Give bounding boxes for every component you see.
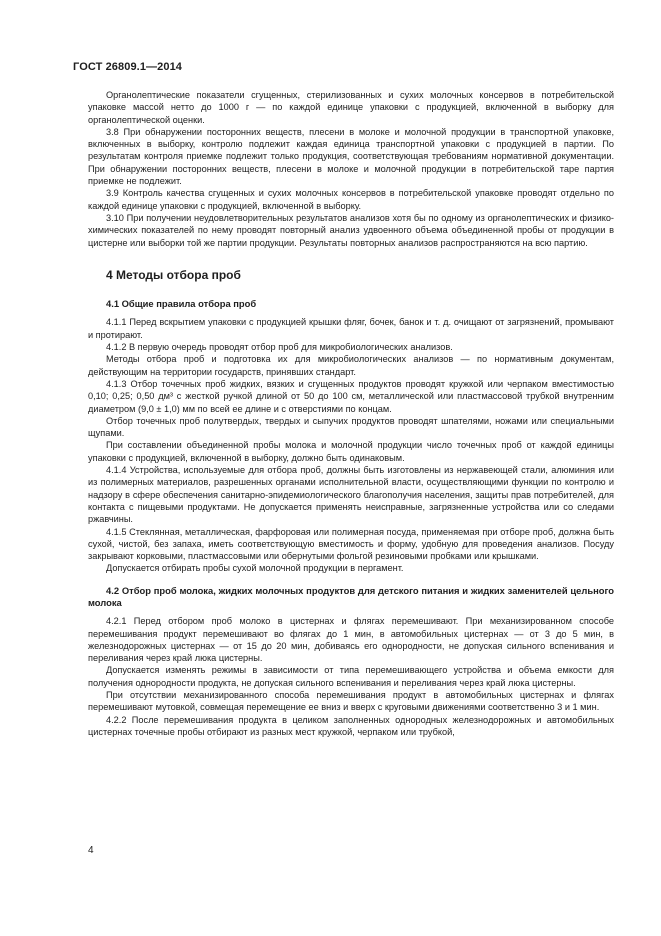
paragraph-4-1-2-methods: Методы отбора проб и подготовка их для микробиологических анализов — по нормативным документам, действующим на территории государств, принявших стандарт. [88,354,614,377]
paragraph-4-1-2: 4.1.2 В первую очередь проводят отбор проб для микробиологических анализов. [106,342,453,353]
page-number: 4 [88,845,94,856]
paragraph-intro-0: Органолептические показатели сгущенных, стерилизованных и сухих молочных консервов в потребительской упаковке массой нетто до 1000 г — по каждой единице упаковки с продукцией, включенной в выборку для органолептической оценки. [88,90,614,125]
subsection-4-2-heading: 4.2 Отбор проб молока, жидких молочных продуктов для детского питания и жидких заменителей цельного молока [88,584,614,608]
paragraph-3-10: 3.10 При получении неудовлетворительных результатов анализов хотя бы по одному из органолептических и физико-химических показателей по нему проводят повторный анализ удвоенного объема объединенной пробы от продукции в цистерне или выборки той же партии продукции. Результаты повторных анализов распространяются на всю партию. [88,212,614,248]
subsection-4-1-heading: 4.1 Общие правила отбора проб [106,298,257,310]
paragraph-4-1-5: 4.1.5 Стеклянная, металлическая, фарфоровая или полимерная посуда, применяемая при отборе проб, должна быть сухой, чистой, без запаха, иметь соответствующую вместимость и форму, удобную для проведения анализов. Посуду закрывают корковыми, пластмассовыми или обернутыми фольгой резиновыми пробками или крышками. [88,526,614,562]
section-4-heading: 4 Методы отбора проб [106,267,241,282]
paragraph-4-2-2: 4.2.2 После перемешивания продукта в целиком заполненных однородных железнодорожных и автомобильных цистернах точечные пробы отбирают из разных мест кружкой, черпаком или трубкой, [88,714,614,737]
paragraph-4-2-1: 4.2.1 Перед отбором проб молоко в цистернах и флягах перемешивают. При механизированном способе перемешивания продукт перемешивают во флягах до 1 мин, в автомобильных цистернах — от 3 до 5 мин, в железнодорожных цистернах — от 15 до 20 мин, добиваясь его однородности, не допуская сильного вспенивания и переливания через край люка цистерны. [88,616,614,664]
paragraph-4-1-1: 4.1.1 Перед вскрытием упаковки с продукцией крышки фляг, бочек, банок и т. д. очищают от загрязнений, промывают и протирают. [88,317,614,340]
paragraph-3-9: 3.9 Контроль качества сгущенных и сухих молочных консервов в потребительской упаковке проводят отдельно по каждой единице упаковки с продукцией, включенной в выборку. [88,188,614,211]
paragraph-4-1-5-parchment: Допускается отбирать пробы сухой молочной продукции в пергамент. [106,563,404,574]
page-content [88,89,614,738]
paragraph-4-2-1-manual: При отсутствии механизированного способа перемешивания продукт в автомобильных цистернах и флягах перемешивают мутовкой, совмещая перемещение ее вниз и вверх с круговыми движениями соответственно 3 и 1 мин. [88,690,614,713]
standard-header: ГОСТ 26809.1—2014 [73,61,183,73]
paragraph-4-2-1-modes: Допускается изменять режимы в зависимости от типа перемешивающего устройства и объема емкости для получения однородности продукта, не допуская сильного вспенивания и переливания через край люка цистерны. [88,665,614,688]
paragraph-3-8: 3.8 При обнаружении посторонних веществ, плесени в молоке и молочной продукции в транспортной упаковке, включенных в выборку, контролю подлежит каждая единица транспортной упаковки с продукцией в партии. По результатам контроля приемке подлежит только продукция, соответствующая требованиям нормативной документации. При обнаружении посторонних веществ, плесени в молоке и молочной продукции в потребительской таре партия приемке не подлежит. [88,126,614,187]
paragraph-4-1-3-combined: При составлении объединенной пробы молока и молочной продукции число точечных проб от каждой единицы упаковки с продукцией, включенной в выборку, должно быть одинаковым. [88,440,614,463]
paragraph-4-1-3: 4.1.3 Отбор точечных проб жидких, вязких и сгущенных продуктов проводят кружкой или черпаком вместимостью 0,10; 0,25; 0,50 дм³ с жесткой ручкой длиной от 50 до 100 см, металлической или пластмассовой трубкой внутренним диаметром (9,0 ± 1,0) мм по всей ее длине и с отверстиями по концам. [88,378,614,414]
paragraph-4-1-3-solid: Отбор точечных проб полутвердых, твердых и сыпучих продуктов проводят шпателями, ножами или специальными щупами. [88,415,614,439]
paragraph-4-1-4: 4.1.4 Устройства, используемые для отбора проб, должны быть изготовлены из нержавеющей стали, алюминия или из полимерных материалов, разрешенных органами исполнительной власти, осуществляющими функции по контролю и надзору в сфере обеспечения санитарно-эпидемиологического благополучия населения, защиты прав потребителей, для контакта с пищевыми продуктами. Не допускается применять неисправные, загрязненные устройства или со следами ржавчины. [88,465,614,525]
